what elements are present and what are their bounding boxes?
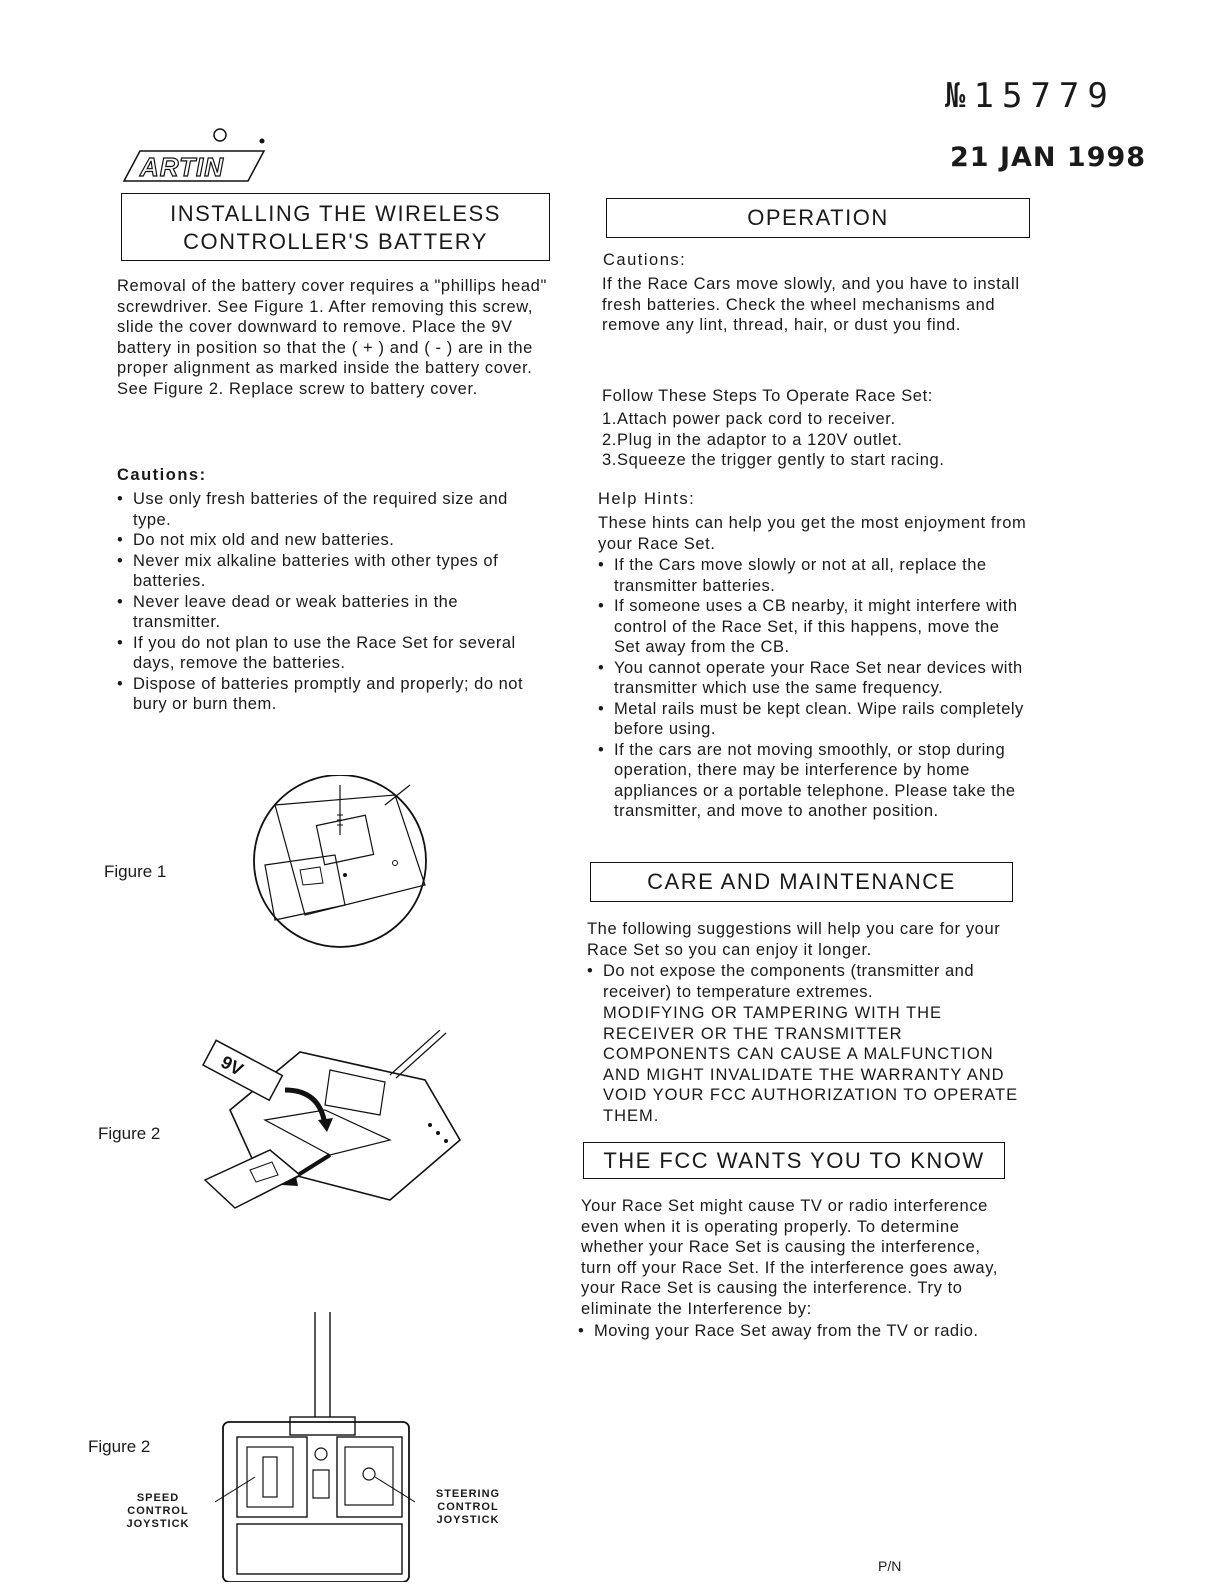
care-list (587, 961, 1019, 1002)
hints-intro: These hints can help you get the most enjoyment from your Race Set. (598, 514, 1027, 553)
logo-text: ARTIN (140, 152, 224, 182)
list-item: • Never leave dead or weak batteries in the transmitter. (117, 592, 547, 633)
care-heading-box (590, 862, 1013, 902)
list-item: 3.Squeeze the trigger gently to start racing. (602, 451, 945, 469)
steering-label-line: CONTROL (437, 1501, 499, 1513)
operation-cautions-text: If the Race Cars move slowly, and you have to install fresh batteries. Check the wheel mechanisms and remove any lint, thread, hair, or dust you find. (602, 275, 1020, 334)
list-item: • If the cars are not moving smoothly, or stop during operation, there may be interference by home appliances or a portable telephone. Please take the transmitter, and move to another position. (598, 740, 1028, 822)
install-heading-box (121, 193, 550, 261)
hints-title: Help Hints: (598, 490, 696, 508)
figure-1-illustration (245, 775, 445, 955)
speed-label-line: CONTROL (127, 1505, 189, 1517)
fcc-body: Your Race Set might cause TV or radio interference even when it is operating properly. To determine whether your Race Set is causing the interference, turn off your Race Set. If the interference goes away, your Race Set is causing the interference. Try to eliminate the Interference by: (581, 1197, 998, 1318)
list-item: • You cannot operate your Race Set near devices with transmitter which use the same frequency. (598, 658, 1028, 699)
cautions-title: Cautions: (117, 466, 207, 484)
list-item: • If someone uses a CB nearby, it might interfere with control of the Race Set, if this happens, move the Set away from the CB. (598, 596, 1028, 658)
footer-mark: P/N (878, 1558, 902, 1574)
list-item: • Metal rails must be kept clean. Wipe rails completely before using. (598, 699, 1028, 740)
list-item: 2.Plug in the adaptor to a 120V outlet. (602, 430, 903, 449)
speed-label-line: JOYSTICK (126, 1518, 190, 1530)
battery-label: 9V (217, 1051, 247, 1080)
figure-3-label: Figure 2 (88, 1437, 151, 1456)
operation-title: OPERATION (747, 205, 889, 230)
fcc-title: THE FCC WANTS YOU TO KNOW (603, 1148, 985, 1173)
list-item: • Moving your Race Set away from the TV or radio. (578, 1321, 1008, 1342)
speed-label-line: SPEED (136, 1492, 180, 1504)
fcc-heading-box (583, 1142, 1005, 1179)
list-item: • Use only fresh batteries of the required size and type. (117, 489, 547, 530)
figure-1-label: Figure 1 (104, 862, 167, 881)
controller-illustration (215, 1312, 415, 1582)
date-stamp: 21 JAN 1998 (950, 142, 1147, 173)
care-warning: MODIFYING OR TAMPERING WITH THE RECEIVER OR THE TRANSMITTER COMPONENTS CAN CAUSE A MALFUNCTION AND MIGHT INVALIDATE THE WARRANTY AND VOID YOUR FCC AUTHORIZATION TO OPERATE THEM. (603, 1004, 1019, 1125)
operation-heading-box (606, 198, 1030, 238)
list-item: • If you do not plan to use the Race Set for several days, remove the batteries. (117, 633, 547, 674)
steering-label-line: JOYSTICK (436, 1514, 500, 1526)
list-item: • Never mix alkaline batteries with other types of batteries. (117, 551, 547, 592)
speed-joystick-label (118, 1492, 198, 1531)
list-item: • If the Cars move slowly or not at all, replace the transmitter batteries. (598, 555, 1028, 596)
list-item: 1.Attach power pack cord to receiver. (602, 410, 896, 428)
install-body: Removal of the battery cover requires a "phillips head" screwdriver. See Figure 1. After removing this screw, slide the cover downward to remove. Place the 9V battery in position so that the ( + ) and ( - ) are in the proper alignment as marked inside the battery cover. See Figure 2. Replace screw to battery cover. (117, 277, 547, 398)
care-intro: The following suggestions will help you care for your Race Set so you can enjoy it longer. (587, 920, 1001, 959)
install-title-line2: CONTROLLER'S BATTERY (183, 229, 488, 254)
cautions-list (117, 489, 547, 715)
list-item: • Dispose of batteries promptly and properly; do not bury or burn them. (117, 674, 547, 715)
figure-2-illustration (200, 1030, 465, 1220)
steps-list (602, 409, 1032, 471)
steering-joystick-label (428, 1488, 508, 1527)
list-item: • Do not mix old and new batteries. (117, 530, 547, 551)
steering-label-line: STEERING (435, 1488, 501, 1500)
steps-title: Follow These Steps To Operate Race Set: (602, 387, 933, 405)
document-number: №15779 (945, 76, 1116, 116)
hints-list (598, 555, 1028, 822)
artin-logo (120, 125, 270, 185)
fcc-list (578, 1321, 1008, 1342)
figure-2-label: Figure 2 (98, 1124, 161, 1143)
list-item: • Do not expose the components (transmitter and receiver) to temperature extremes. (587, 961, 1019, 1002)
care-title: CARE AND MAINTENANCE (647, 869, 956, 894)
install-title-line1: INSTALLING THE WIRELESS (170, 201, 501, 226)
operation-cautions-title: Cautions: (603, 251, 687, 269)
